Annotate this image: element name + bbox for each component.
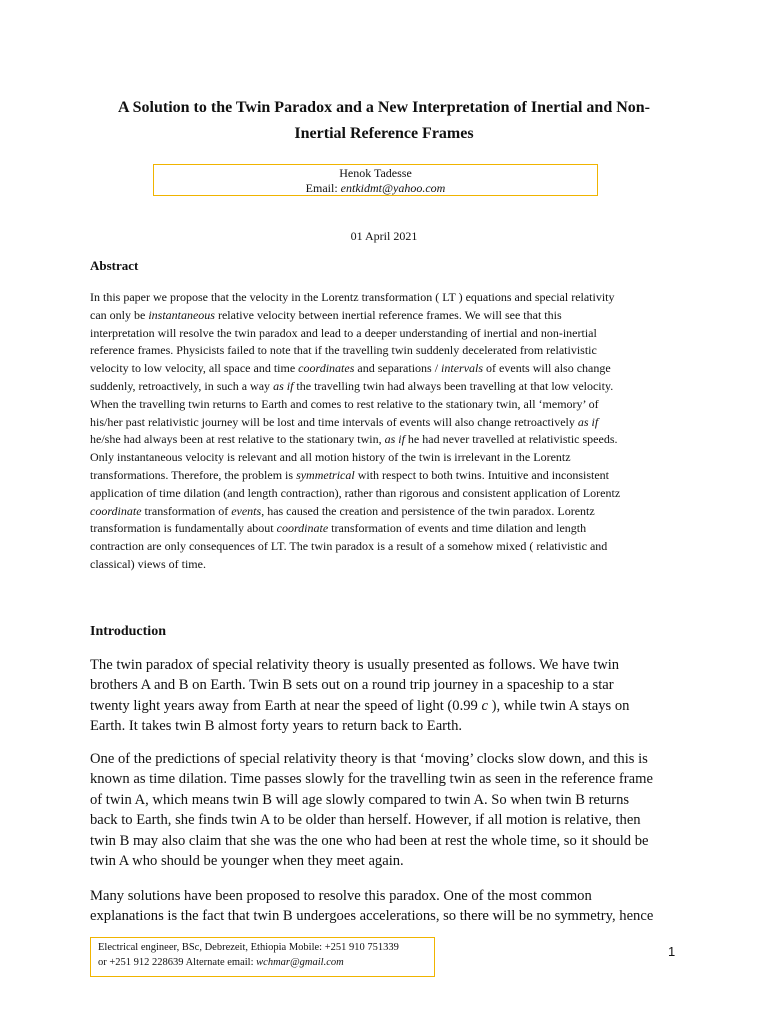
text-line [90,769,690,789]
text-line [90,378,682,396]
italic-text: instantaneous [148,307,215,322]
introduction-paragraph [90,749,690,871]
text-line [90,790,690,810]
introduction-heading: Introduction [90,624,166,639]
text-run: his/her past relativistic journey will be lost and time intervals of events will also change retroactively [90,414,578,429]
text-run: classical) views of time. [90,556,206,571]
italic-text: wchmar@gmail.com [256,957,344,968]
text-line [90,851,690,871]
text-line [90,716,690,736]
text-line [90,325,682,343]
text-line [90,886,690,906]
author-email-line [154,181,597,196]
text-line [90,749,690,769]
text-run: brothers A and B on Earth. Twin B sets out on a round trip journey in a spaceship to a star [90,677,614,694]
text-line [90,675,690,695]
text-line [90,906,690,926]
text-run: When the travelling twin returns to Earth and comes to rest relative to the stationary twin, all ‘memory’ of [90,396,599,411]
text-run: can only be [90,307,149,322]
text-run: , has caused the creation and persistence of the twin paradox. Lorentz [261,503,595,518]
text-line [90,655,690,675]
paper-title-line: Inertial Reference Frames [294,125,474,142]
introduction-paragraph [90,655,690,737]
text-line [90,342,682,360]
author-email[interactable]: entkidmt@yahoo.com [340,181,446,195]
author-box [153,164,598,196]
text-line [90,467,682,485]
italic-text: coordinate [90,503,142,518]
text-run: Only instantaneous velocity is relevant and all motion history of the twin is irrelevant in the Lorentz [90,450,571,465]
publication-date: 01 April 2021 [350,229,418,243]
text-run: suddenly, retroactively, in such a way [90,378,274,393]
email-label: Email: [305,181,341,195]
text-run: The twin paradox of special relativity theory is usually presented as follows. We have twin [90,657,620,673]
italic-text: coordinate [276,521,329,536]
text-line [90,360,682,378]
text-run: twin A who should be younger when they meet again. [90,853,404,870]
italic-text: as if [384,432,405,447]
text-run: relative velocity between inertial reference frames. We will see that this [214,307,562,322]
abstract-heading: Abstract [90,258,139,273]
text-run: the travelling twin had always been travelling at that low velocity. [293,378,614,393]
text-line [90,831,690,851]
text-run: twin B may also claim that she was the one who had been at rest the whole time, so it should be [90,832,649,849]
abstract-body [90,289,682,574]
italic-text: intervals [441,361,484,376]
footnote-box [90,937,435,977]
text-run: contraction are only consequences of LT. The twin paradox is a result of a somehow mixed ( relativistic and [90,539,608,554]
text-run: known as time dilation. Time passes slowly for the travelling twin as seen in the reference frame [90,771,653,788]
text-run: One of the predictions of special relativity theory is that ‘moving’ clocks slow down, and this is [90,751,648,767]
text-run: explanations is the fact that twin B undergoes accelerations, so there will be no symmetry, hence [90,908,654,925]
text-run: reference frames. Physicists failed to note that if the travelling twin suddenly decelerated from relativistic [90,343,597,358]
text-run: Earth. It takes twin B almost forty years to return back to Earth. [90,718,463,735]
text-line [90,538,682,556]
italic-text: c [481,697,488,714]
italic-text: symmetrical [296,467,355,482]
italic-text: as if [577,414,599,429]
text-run: transformation of events and time dilation and length [328,521,587,536]
text-run: Many solutions have been proposed to resolve this paradox. One of the most common [90,888,592,904]
text-run: with respect to both twins. Intuitive and inconsistent [354,467,610,482]
paper-title-line: A Solution to the Twin Paradox and a New Interpretation of Inertial and Non- [117,99,651,116]
text-line [90,520,682,538]
text-run: transformation is fundamentally about [90,521,277,536]
text-line [90,289,682,307]
text-run: back to Earth, she finds twin A to be older than herself. However, if all motion is relative, then [90,812,641,829]
text-line [98,955,434,970]
text-line [90,503,682,521]
text-line [90,449,682,467]
text-line [90,414,682,432]
introduction-paragraph [90,886,690,927]
page-number: 1 [668,944,676,959]
text-line [90,431,682,449]
italic-text: coordinates [298,361,355,376]
text-run: or +251 912 228639 Alternate email: [98,957,257,968]
text-run: transformation of [141,503,232,518]
text-run: ), while twin A stays on [487,697,630,714]
text-line [90,307,682,325]
paper-title [80,95,688,147]
text-run: In this paper we propose that the velocity in the Lorentz transformation ( LT ) equations and special relativity [90,290,615,304]
text-run: application of time dilation (and length contraction), rather than rigorous and consistent application of Lorentz [90,485,621,500]
text-run: he had never travelled at relativistic speeds. [404,432,618,447]
text-run: he/she had always been at rest relative to the stationary twin, [90,432,385,447]
text-line [90,810,690,830]
text-run: twenty light years away from Earth at near the speed of light (0.99 [90,697,482,714]
text-run: of events will also change [483,361,611,376]
text-run: and separations / [354,361,442,376]
text-run: transformations. Therefore, the problem is [90,467,297,482]
text-run: Electrical engineer, BSc, Debrezeit, Ethiopia Mobile: +251 910 751339 [98,942,399,953]
italic-text: events [231,503,262,518]
text-run: of twin A, which means twin B will age slowly compared to twin A. So when twin B returns [90,791,630,808]
text-line [90,396,682,414]
text-line [90,696,690,716]
author-name: Henok Tadesse [339,166,412,180]
text-line [98,940,434,955]
text-run: velocity to low velocity, all space and time [90,361,299,376]
text-line [90,556,682,574]
text-line [90,485,682,503]
text-run: interpretation will resolve the twin paradox and lead to a deeper understanding of inertial and non-inertial [90,325,597,340]
italic-text: as if [273,378,294,393]
